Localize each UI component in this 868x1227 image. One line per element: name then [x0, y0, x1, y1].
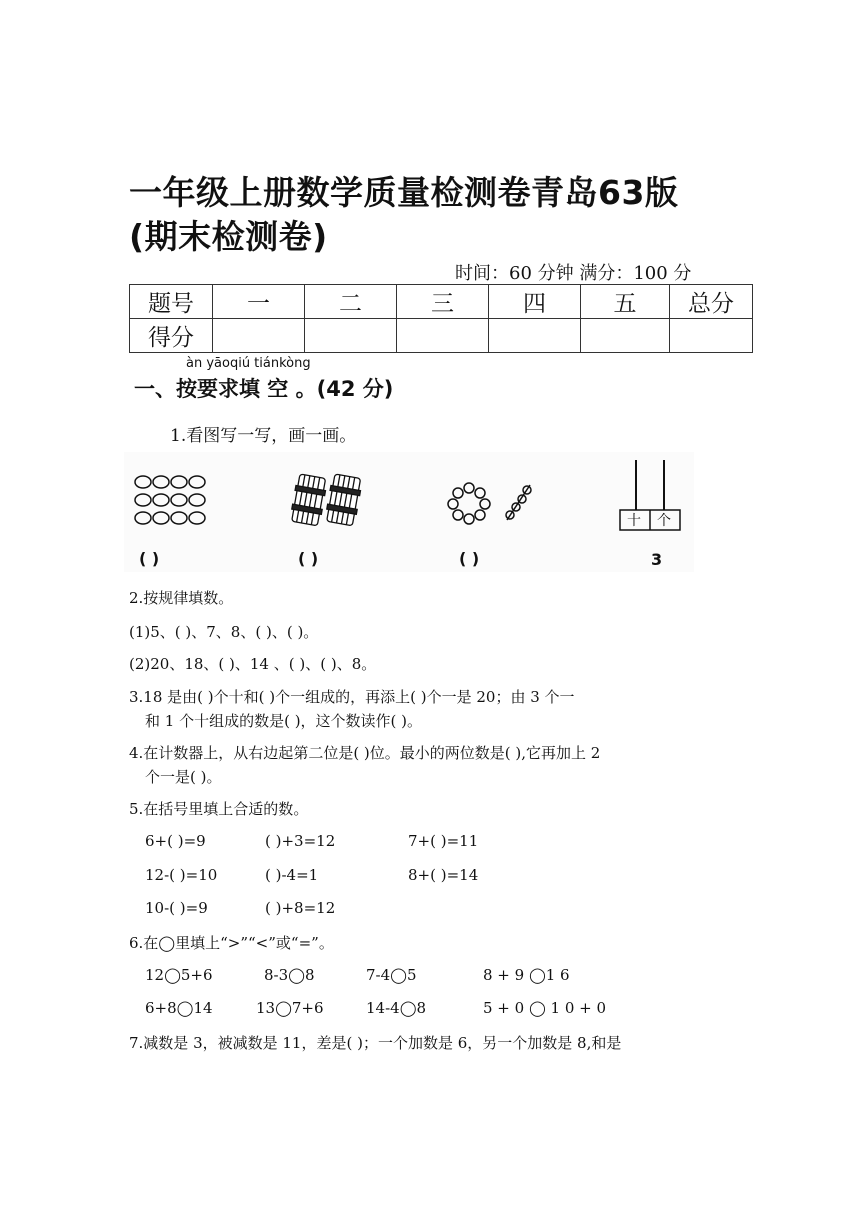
- q6-item: 14-4◯8: [366, 999, 427, 1017]
- q5-item: 8+( )=14: [408, 866, 479, 884]
- score-cell[interactable]: [213, 319, 305, 353]
- q5-item: 7+( )=11: [408, 832, 479, 850]
- score-header-cell: 题号: [130, 285, 213, 319]
- q5-item: ( )+8=12: [265, 899, 336, 917]
- q3-line1: 3.18 是由( )个十和( )个一组成的，再添上( )个一是 20；由 3 个一: [129, 688, 575, 706]
- score-cell[interactable]: [305, 319, 397, 353]
- q2-line2: (2)20、18、( )、14 、( )、( )、8。: [129, 655, 377, 673]
- score-table-header-row: [130, 285, 753, 319]
- exam-meta: 时间：60 分钟 满分：100 分: [455, 263, 692, 284]
- q5-item: ( )+3=12: [265, 832, 336, 850]
- abacus-ones-label: 个: [657, 513, 671, 529]
- document-title-line2: (期末检测卷): [129, 217, 328, 256]
- q1-prompt: 1.看图写一写，画一画。: [170, 426, 357, 446]
- score-header-cell: 五: [581, 285, 670, 319]
- q1-figures: [124, 452, 694, 572]
- q6-item: 12◯5+6: [145, 966, 213, 984]
- q6-item: 5 + 0 ◯ 1 0 + 0: [483, 999, 607, 1017]
- q5-item: 6+( )=9: [145, 832, 206, 850]
- q6-item: 13◯7+6: [256, 999, 324, 1017]
- q7-line1: 7.减数是 3，被减数是 11，差是( )；一个加数是 6，另一个加数是 8,和是: [129, 1034, 622, 1052]
- q5-item: 12-( )=10: [145, 866, 218, 884]
- bead-ring-icon: [448, 483, 531, 524]
- document-title-line1: 一年级上册数学质量检测卷青岛63版: [129, 173, 679, 212]
- q2-line1: (1)5、( )、7、8、( )、( )。: [129, 623, 319, 641]
- q5-prompt: 5.在括号里填上合适的数。: [129, 800, 309, 818]
- score-cell[interactable]: [670, 319, 753, 353]
- q5-item: ( )-4=1: [265, 866, 319, 884]
- q2-prompt: 2.按规律填数。: [129, 589, 234, 607]
- q6-item: 8-3◯8: [264, 966, 315, 984]
- score-table-score-row: [130, 319, 753, 353]
- score-header-cell: 四: [489, 285, 581, 319]
- abacus-value: 3: [651, 550, 663, 569]
- score-cell[interactable]: [581, 319, 670, 353]
- score-cell[interactable]: [397, 319, 489, 353]
- q6-prompt: 6.在◯里填上“>”“<”或“=”。: [129, 934, 334, 952]
- q4-line1: 4.在计数器上，从右边起第二位是( )位。最小的两位数是( ),它再加上 2: [129, 744, 601, 762]
- q6-item: 7-4◯5: [366, 966, 417, 984]
- q6-item: 6+8◯14: [145, 999, 213, 1017]
- q1-answer-blank[interactable]: ( ): [459, 549, 480, 568]
- abacus-tens-label: 十: [627, 513, 641, 529]
- q1-answer-blank[interactable]: ( ): [139, 549, 160, 568]
- score-header-cell: 总分: [670, 285, 753, 319]
- q5-item: 10-( )=9: [145, 899, 208, 917]
- q3-line2: 和 1 个十组成的数是( )，这个数读作( )。: [145, 712, 423, 730]
- q1-answer-blank[interactable]: ( ): [298, 549, 319, 568]
- score-table: [129, 284, 753, 353]
- q6-item: 8 + 9 ◯1 6: [483, 966, 570, 984]
- oval-group-icon: [135, 476, 205, 524]
- stick-bundles-icon: [290, 474, 363, 526]
- q4-line2: 个一是( )。: [145, 768, 222, 786]
- score-header-cell: 二: [305, 285, 397, 319]
- section1-pinyin: àn yāoqiú tiánkòng: [186, 356, 311, 371]
- score-header-cell: 一: [213, 285, 305, 319]
- score-row-label: 得分: [130, 319, 213, 353]
- score-header-cell: 三: [397, 285, 489, 319]
- section1-title: 一、按要求填 空 。(42 分): [134, 377, 394, 401]
- score-cell[interactable]: [489, 319, 581, 353]
